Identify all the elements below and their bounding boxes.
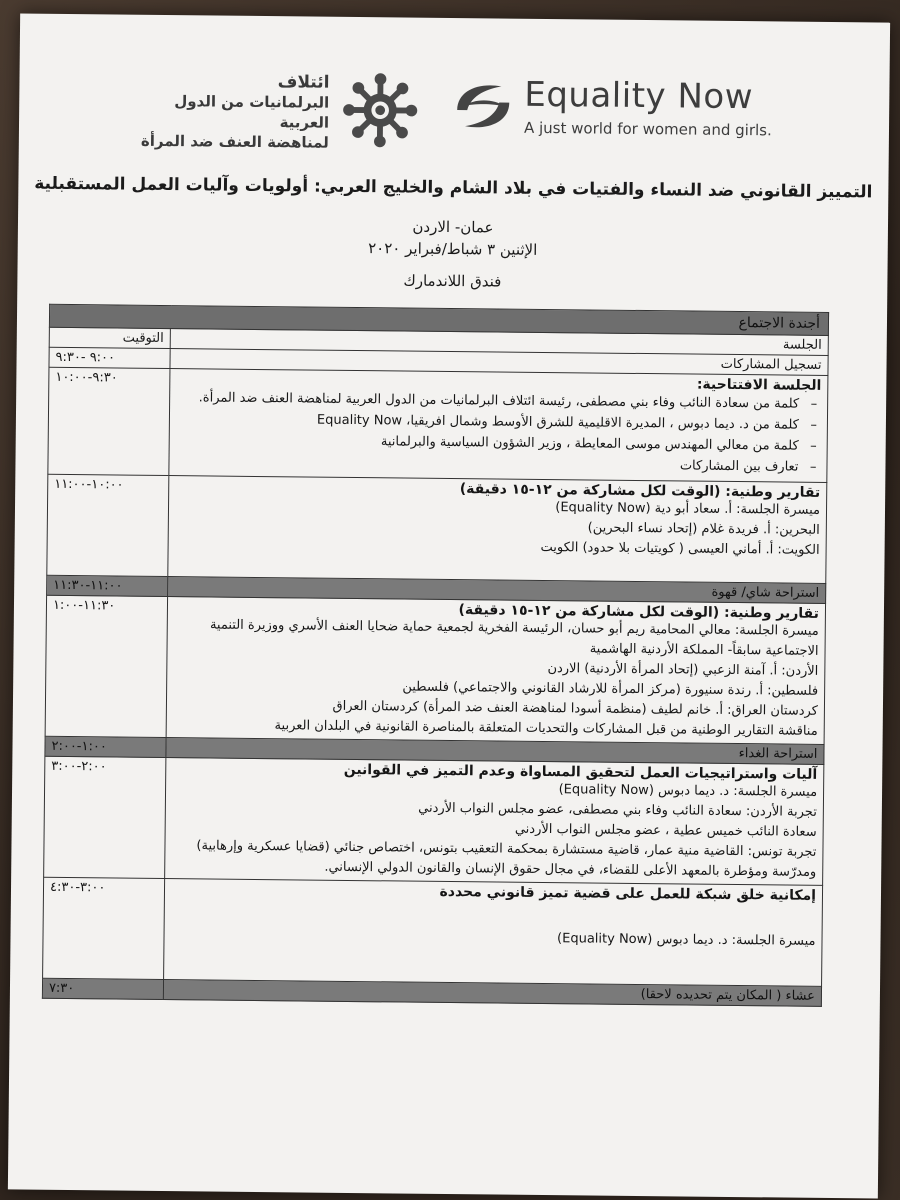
session-line: فلسطين: أ. رندة سنيورة (مركز المرأة للارشاد القانوني والاجتماعي) فلسطين [402,679,819,699]
session-title: تقارير وطنية: (الوقت لكل مشاركة من ١٢-١٥ دقيقة) [459,481,821,501]
coalition-line-2: البرلمانيات من الدول العربية [174,92,330,132]
session-cell [164,879,823,987]
break-label: عشاء ( المكان يتم تحديده لاحقا) [163,980,821,1007]
session-title: إمكانية خلق شبكة للعمل على قضية تميز قانوني محددة [439,883,817,904]
break-label: استراحة الغداء [166,738,824,765]
agenda-table [42,304,829,1007]
session-line: ميسرة الجلسة: د. ديما دبوس (Equality Now) [558,782,818,800]
session-time: ٩:٣٠-١٠:٠٠ [48,367,170,475]
session-cell [169,369,828,483]
session-time: ١١:٠٠-١١:٣٠ [47,575,168,596]
session-items [175,389,821,477]
session-line: كردستان العراق: أ. خانم لطيف (منظمة أسودا لمناهضة العنف ضد المرأة) كردستان العراق [332,698,818,719]
coalition-logo-text [129,71,330,153]
list-item: – كلمة من معالي المهندس موسى المعايطة ، وزير الشؤون السياسية والبرلمانية [176,431,799,456]
session-cell [166,597,825,745]
session-line: ميسرة الجلسة: د. ديما دبوس (Equality Now) [557,931,816,949]
event-info [17,173,888,294]
session-line: الأردن: أ. آمنة الزعبي (إتحاد المرأة الأردنية) الاردن [547,661,819,679]
session-line: تجربة تونس: القاضية منية عمار، قاضية مستشارة بمحكمة التعقيب بتونس، اختصاص جنائي (قضايا عسكرية وإرهابية) ومدرّسة ومؤطرة بالمعهد الأعلى للقضاء، في مجال حقوق الإنسان والقانون الدولي الإنساني. [196,838,817,880]
session-time: ٩:٠٠ -٩:٣٠ [49,347,170,368]
org-tagline: A just world for women and girls. [523,118,772,140]
session-line: البحرين: أ. فريدة غلام (إتحاد نساء البحرين) [587,520,820,538]
session-cell [165,758,824,886]
agenda-row [44,756,824,885]
org-name: Equality Now [524,74,754,118]
session-line: تجربة الأردن: سعادة النائب وفاء بني مصطفى، عضو مجلس النواب الأردني [418,800,817,820]
session-line: مناقشة التقارير الوطنية من قبل المشاركات والتحديات المتعلقة بالمناصرة القانونية في البلدان العربية [274,718,818,739]
break-label: استراحة شاي/ قهوة [168,577,826,604]
session-title: تسجيل المشاركات [170,349,828,376]
agenda-row [43,877,823,986]
session-time: ١٠:٠٠-١١:٠٠ [47,474,169,576]
event-city: عمان- الاردن [412,217,494,237]
list-item: – كلمة من سعادة النائب وفاء بني مصطفى، رئيسة ائتلاف البرلمانيات من الدول العربية لمناهضة العنف ضد المرأة. [176,389,799,414]
event-venue: فندق اللاندمارك [403,271,502,291]
session-time: ٢:٠٠-٣:٠٠ [44,756,166,878]
list-item: – تعارف بين المشاركات [175,452,798,477]
agenda-heading: أجندة الاجتماع [49,304,828,335]
session-line: الكويت: أ. أماني العيسى ( كويتيات بلا حدود) الكويت [540,539,820,558]
session-line: سعادة النائب خميس عطية ، عضو مجلس النواب الأردني [514,821,817,840]
session-time: ٣:٠٠-٤:٣٠ [43,877,165,979]
coalition-line-3: لمناهضة العنف ضد المرأة [140,131,329,152]
agenda-row [48,367,828,482]
session-line: ميسرة الجلسة: أ. سعاد أبو دية (Equality Now) [555,500,821,518]
session-time: ١:٠٠-٢:٠٠ [45,736,166,757]
column-header-session: الجلسة [170,329,828,356]
session-cell [168,476,827,584]
coalition-line-1: ائتلاف [277,72,330,93]
session-line: ميسرة الجلسة: معالي المحامية ريم أبو حسان، الرئيسة الفخرية لجمعية حماية ضحايا العنف الأسري ووزيرة التنمية الاجتماعية سابقاً- المملكة الأردنية الهاشمية [209,617,819,659]
agenda-document [8,13,890,1198]
coalition-emblem-icon [341,71,420,150]
document-header [19,53,890,162]
event-date: الإثنين ٣ شباط/فبراير ٢٠٢٠ [368,239,538,259]
column-header-time: التوقيت [49,327,170,348]
session-title: الجلسة الافتتاحية: [696,376,822,394]
list-item: – كلمة من د. ديما دبوس ، المديرة الاقليمية للشرق الأوسط وشمال افريقيا، Equality Now [176,410,799,435]
agenda-row [47,474,827,583]
session-time: ٧:٣٠ [42,978,163,999]
equality-now-logo-icon [449,76,518,137]
session-time: ١١:٣٠-١:٠٠ [45,595,167,737]
session-title: تقارير وطنية: (الوقت لكل مشاركة من ١٢-١٥ دقيقة) [458,602,820,622]
event-title: التمييز القانوني ضد النساء والفتيات في بلاد الشام والخليج العربي: أولويات وآليات العمل المستقبلية [34,173,873,203]
agenda-row [45,595,825,744]
session-title: آليات واستراتيجيات العمل لتحقيق المساواة وعدم التميز في القوانين [343,761,818,783]
